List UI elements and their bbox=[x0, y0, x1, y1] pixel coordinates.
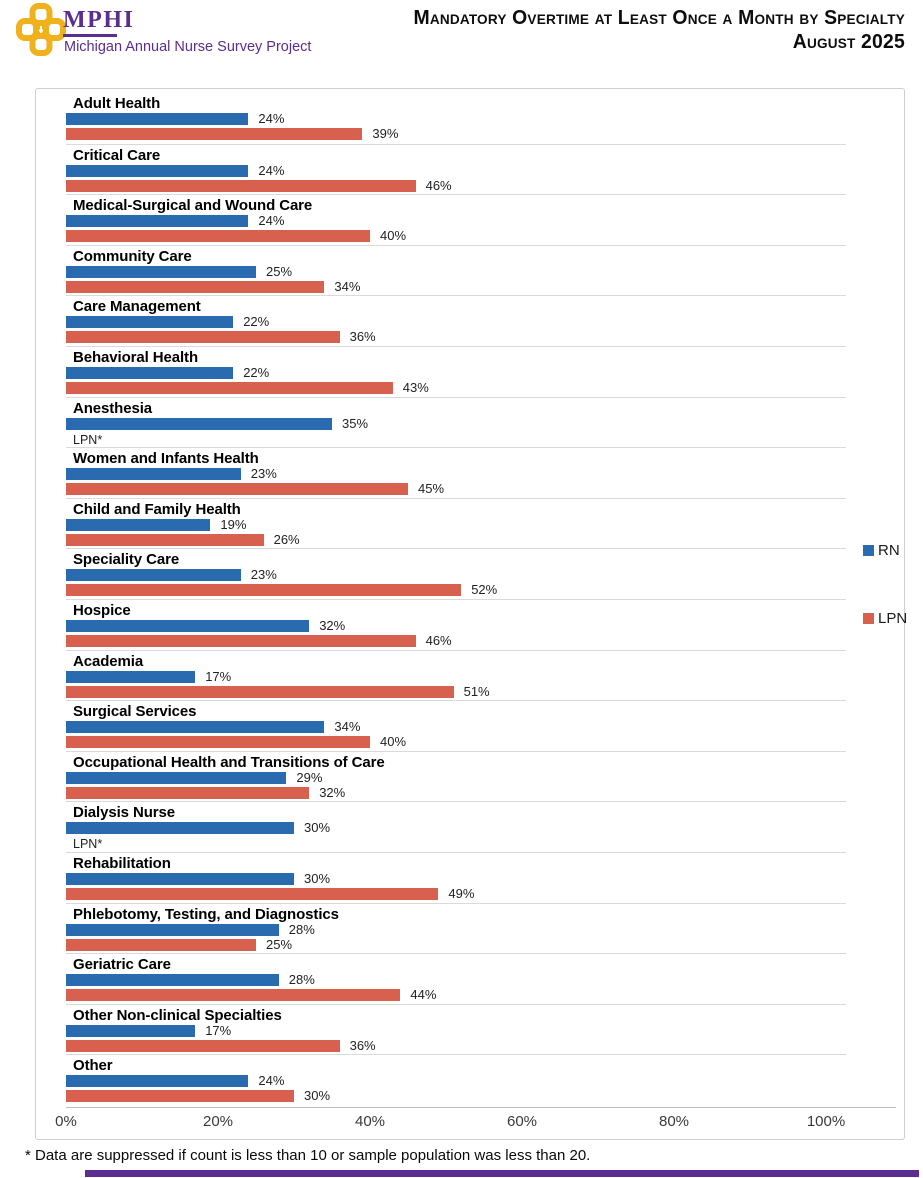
bar-line-rn bbox=[66, 364, 846, 380]
category-row bbox=[66, 295, 846, 346]
bar-line-rn bbox=[66, 263, 846, 279]
x-axis-ticks bbox=[55, 1113, 846, 1133]
category-label: Critical Care bbox=[73, 146, 161, 164]
category-row bbox=[66, 447, 846, 498]
rn-bar bbox=[66, 620, 309, 632]
bar-line-lpn bbox=[66, 784, 846, 800]
rn-bar bbox=[66, 569, 241, 581]
category-row bbox=[66, 751, 846, 802]
category-row bbox=[66, 93, 846, 144]
category-label: Child and Family Health bbox=[73, 500, 241, 518]
bar-line-rn bbox=[66, 921, 846, 937]
category-label: Adult Health bbox=[73, 95, 161, 112]
category-label: Community Care bbox=[73, 247, 192, 265]
bar-value: 34% bbox=[334, 278, 361, 294]
category-row bbox=[66, 397, 846, 448]
bar-line-lpn bbox=[66, 936, 846, 952]
bar-line-rn bbox=[66, 1022, 846, 1038]
rn-bar bbox=[66, 671, 195, 683]
chart-area bbox=[35, 88, 908, 1140]
bar-line-lpn bbox=[66, 128, 846, 140]
bar-line-rn bbox=[66, 769, 846, 785]
bar-line-rn bbox=[66, 1075, 846, 1087]
legend-item-rn bbox=[863, 542, 900, 559]
lpn-bar bbox=[66, 230, 370, 242]
rn-bar bbox=[66, 822, 294, 834]
rn-bar bbox=[66, 873, 294, 885]
category-label: Geriatric Care bbox=[73, 956, 171, 974]
bar-line-rn bbox=[66, 113, 846, 125]
rn-bar bbox=[66, 772, 286, 784]
bar-line-lpn bbox=[66, 989, 846, 1001]
lpn-bar bbox=[66, 534, 264, 546]
lpn-bar bbox=[66, 989, 400, 1001]
chart-rows bbox=[66, 93, 846, 1105]
bar-value: 23% bbox=[250, 466, 277, 482]
bar-line-lpn bbox=[66, 1037, 846, 1053]
category-row bbox=[66, 245, 846, 296]
footer-rule bbox=[85, 1170, 919, 1177]
category-label: Anesthesia bbox=[73, 399, 153, 417]
rn-bar bbox=[66, 266, 256, 278]
bar-value: 40% bbox=[380, 228, 407, 244]
rn-bar bbox=[66, 721, 324, 733]
bar-line-rn bbox=[66, 316, 846, 328]
page-title-line2: August 2025 bbox=[792, 31, 905, 53]
bar-value: 28% bbox=[288, 921, 315, 937]
category-row bbox=[66, 801, 846, 852]
bar-value: 40% bbox=[380, 734, 407, 750]
category-label: Women and Infants Health bbox=[73, 450, 259, 468]
bar-value: 46% bbox=[425, 177, 452, 193]
footnote: * Data are suppressed if count is less than 10 or sample population was less than 20. bbox=[25, 1147, 591, 1164]
rn-bar bbox=[66, 924, 279, 936]
legend-label-rn: RN bbox=[878, 542, 900, 559]
bar-line-lpn bbox=[66, 483, 846, 495]
bar-line-rn bbox=[66, 516, 846, 532]
category-label: Phlebotomy, Testing, and Diagnostics bbox=[73, 905, 339, 923]
bar-value: 30% bbox=[304, 870, 331, 886]
bar-value: 46% bbox=[425, 632, 452, 648]
category-label: Behavioral Health bbox=[73, 348, 199, 366]
bar-line-lpn bbox=[66, 230, 846, 242]
bar-value: 30% bbox=[304, 820, 331, 836]
bar-value: 35% bbox=[342, 415, 369, 431]
lpn-bar bbox=[66, 787, 309, 799]
bar-value: 49% bbox=[448, 885, 475, 901]
suppressed-label: LPN* bbox=[73, 432, 103, 447]
category-label: Rehabilitation bbox=[73, 854, 171, 872]
lpn-bar bbox=[66, 736, 370, 748]
category-row bbox=[66, 599, 846, 650]
bar-line-lpn bbox=[66, 531, 846, 547]
rn-bar bbox=[66, 519, 210, 531]
bar-line-rn bbox=[66, 215, 846, 227]
rn-bar bbox=[66, 367, 233, 379]
lpn-bar bbox=[66, 1090, 294, 1102]
bar-line-rn bbox=[66, 569, 846, 581]
bar-value: 30% bbox=[304, 1088, 331, 1104]
legend-swatch-lpn bbox=[863, 613, 874, 624]
category-label: Hospice bbox=[73, 601, 131, 619]
bar-line-rn bbox=[66, 870, 846, 886]
bar-line-rn bbox=[66, 822, 846, 834]
bar-line-lpn bbox=[66, 632, 846, 648]
bar-line-rn bbox=[66, 721, 846, 733]
rn-bar bbox=[66, 316, 233, 328]
x-axis-tick: 40% bbox=[354, 1113, 386, 1130]
bar-value: 51% bbox=[463, 683, 490, 699]
category-label: Dialysis Nurse bbox=[73, 804, 175, 822]
rn-bar bbox=[66, 165, 248, 177]
rn-bar bbox=[66, 418, 332, 430]
bar-value: 44% bbox=[410, 987, 437, 1003]
bar-value: 24% bbox=[258, 162, 285, 178]
category-label: Medical-Surgical and Wound Care bbox=[73, 197, 313, 215]
category-label: Other bbox=[73, 1057, 113, 1075]
category-row bbox=[66, 1054, 846, 1105]
legend-swatch-rn bbox=[863, 545, 874, 556]
bar-value: 36% bbox=[349, 1037, 376, 1053]
rn-bar bbox=[66, 1025, 195, 1037]
rn-bar bbox=[66, 468, 241, 480]
logo-acronym: MPHI bbox=[63, 7, 135, 33]
category-row bbox=[66, 852, 846, 903]
legend-label-lpn: LPN bbox=[878, 610, 908, 627]
page-title bbox=[345, 6, 905, 54]
bar-value: 43% bbox=[402, 379, 429, 395]
bar-value: 52% bbox=[471, 582, 498, 598]
rn-bar bbox=[66, 1075, 248, 1087]
bar-value: 25% bbox=[266, 936, 293, 952]
lpn-bar bbox=[66, 939, 256, 951]
bar-value: 17% bbox=[205, 1022, 232, 1038]
suppressed-label: LPN* bbox=[73, 837, 103, 852]
bar-value: 26% bbox=[273, 531, 300, 547]
rn-bar bbox=[66, 974, 279, 986]
lpn-bar bbox=[66, 281, 324, 293]
bar-value: 32% bbox=[319, 784, 346, 800]
category-row bbox=[66, 1004, 846, 1055]
bar-line-lpn bbox=[66, 683, 846, 699]
lpn-bar bbox=[66, 1040, 340, 1052]
bar-value: 24% bbox=[258, 213, 285, 229]
bar-value: 36% bbox=[349, 329, 376, 345]
category-label: Other Non-clinical Specialties bbox=[73, 1006, 282, 1024]
bar-line-lpn bbox=[66, 736, 846, 748]
bar-value: 39% bbox=[372, 126, 399, 141]
x-axis-line bbox=[66, 1107, 896, 1108]
bar-line-lpn bbox=[66, 278, 846, 294]
bar-value: 29% bbox=[296, 769, 323, 785]
category-row bbox=[66, 953, 846, 1004]
rn-bar bbox=[66, 113, 248, 125]
category-label: Academia bbox=[73, 652, 144, 670]
lpn-bar bbox=[66, 382, 393, 394]
category-row bbox=[66, 903, 846, 954]
x-axis-tick: 0% bbox=[55, 1113, 77, 1130]
bar-line-rn bbox=[66, 668, 846, 684]
legend-item-lpn bbox=[863, 610, 907, 627]
bar-value: 24% bbox=[258, 111, 285, 126]
bar-line-lpn bbox=[66, 1090, 846, 1102]
bar-value: 32% bbox=[319, 617, 346, 633]
category-label: Surgical Services bbox=[73, 703, 197, 721]
bar-line-lpn bbox=[66, 885, 846, 901]
bar-value: 22% bbox=[243, 364, 270, 380]
bar-line-rn bbox=[66, 162, 846, 178]
bar-value: 25% bbox=[266, 263, 293, 279]
lpn-bar bbox=[66, 128, 362, 140]
bar-value: 19% bbox=[220, 516, 247, 532]
category-row bbox=[66, 194, 846, 245]
category-row bbox=[66, 144, 846, 195]
logo-underline bbox=[63, 34, 117, 37]
bar-value: 17% bbox=[205, 668, 232, 684]
category-label: Speciality Care bbox=[73, 551, 180, 569]
lpn-bar bbox=[66, 584, 461, 596]
bar-line-rn bbox=[66, 468, 846, 480]
x-axis-tick: 100% bbox=[806, 1113, 846, 1130]
x-axis-tick: 20% bbox=[202, 1113, 234, 1130]
x-axis-tick: 80% bbox=[658, 1113, 690, 1130]
bar-value: 22% bbox=[243, 314, 270, 330]
bar-line-lpn bbox=[66, 177, 846, 193]
mphi-knot-icon bbox=[16, 3, 66, 59]
category-row bbox=[66, 700, 846, 751]
category-row bbox=[66, 548, 846, 599]
bar-value: 24% bbox=[258, 1073, 285, 1089]
lpn-bar bbox=[66, 331, 340, 343]
bar-line-rn bbox=[66, 415, 846, 431]
bar-line-rn bbox=[66, 974, 846, 986]
rn-bar bbox=[66, 215, 248, 227]
x-axis-tick: 60% bbox=[506, 1113, 538, 1130]
category-row bbox=[66, 498, 846, 549]
category-label: Care Management bbox=[73, 298, 201, 316]
bar-line-rn bbox=[66, 617, 846, 633]
lpn-bar bbox=[66, 635, 416, 647]
category-label: Occupational Health and Transitions of Care bbox=[73, 753, 385, 771]
page-title-line1: Mandatory Overtime at Least Once a Month by Specialty bbox=[413, 7, 905, 29]
logo-subtitle: Michigan Annual Nurse Survey Project bbox=[64, 39, 312, 55]
bar-line-lpn bbox=[66, 331, 846, 343]
bar-value: 23% bbox=[250, 567, 277, 583]
lpn-bar bbox=[66, 686, 454, 698]
bar-line-lpn bbox=[66, 379, 846, 395]
bar-value: 28% bbox=[288, 972, 315, 988]
category-row bbox=[66, 650, 846, 701]
lpn-bar bbox=[66, 888, 438, 900]
bar-value: 34% bbox=[334, 719, 361, 735]
bar-value: 45% bbox=[418, 481, 445, 497]
category-row bbox=[66, 346, 846, 397]
lpn-bar bbox=[66, 483, 408, 495]
lpn-bar bbox=[66, 180, 416, 192]
bar-line-lpn bbox=[66, 584, 846, 596]
